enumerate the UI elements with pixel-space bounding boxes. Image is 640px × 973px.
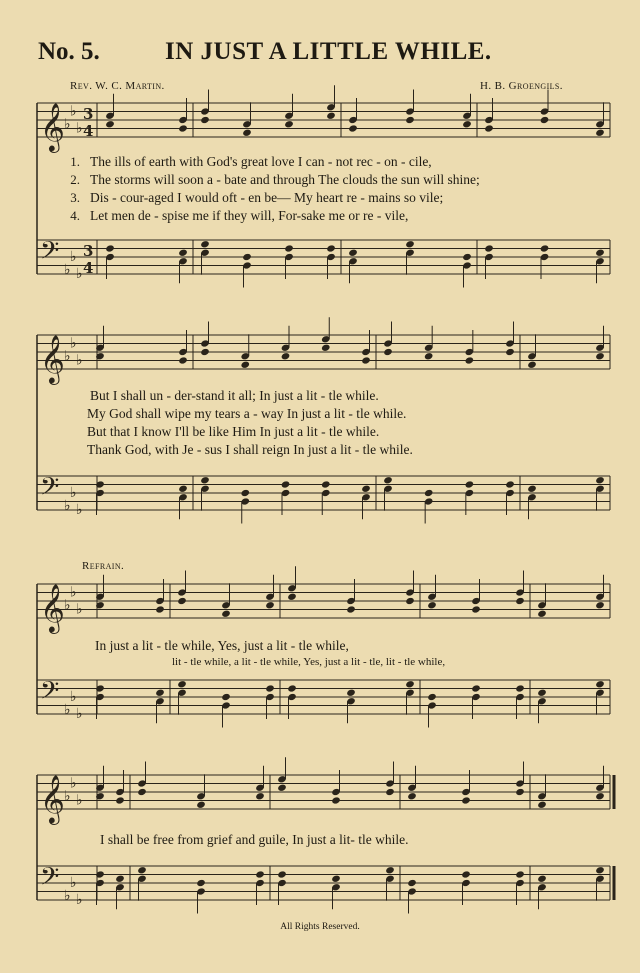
note-head xyxy=(115,875,125,883)
note-head xyxy=(242,253,252,261)
note-head xyxy=(595,249,605,257)
note-head xyxy=(331,875,341,883)
flat-icon: ♭ xyxy=(64,701,71,718)
note-head xyxy=(200,348,210,356)
note-head xyxy=(177,597,187,605)
flat-icon: ♭ xyxy=(64,887,71,904)
note-head xyxy=(461,870,471,878)
note-head xyxy=(465,480,475,488)
flat-icon: ♭ xyxy=(64,788,71,805)
note-head xyxy=(331,796,341,804)
note-head xyxy=(240,489,250,497)
note-head xyxy=(284,120,294,128)
bass-clef-icon: 𝄢 xyxy=(40,472,60,508)
note-head xyxy=(515,788,525,796)
treble-clef-icon: 𝄞 xyxy=(40,334,65,383)
note-head xyxy=(287,684,297,692)
note-head xyxy=(405,680,415,688)
note-head xyxy=(200,116,210,124)
verse-number: 1. xyxy=(70,154,80,169)
note-head xyxy=(137,788,147,796)
note-head xyxy=(200,240,210,248)
flat-icon: ♭ xyxy=(76,601,83,618)
note-head xyxy=(361,485,371,493)
treble-clef-icon: 𝄞 xyxy=(40,583,65,632)
note-head xyxy=(405,597,415,605)
verse-lyric-line: But I shall un - der-stand it all; In just a lit - tle while. xyxy=(90,388,379,403)
lyricist-credit: Rev. W. C. Martin. xyxy=(70,80,165,92)
flat-icon: ♭ xyxy=(70,689,77,705)
note-head xyxy=(471,605,481,613)
note-head xyxy=(540,116,550,124)
flat-icon: ♭ xyxy=(64,348,71,365)
note-head xyxy=(383,476,393,484)
flat-icon: ♭ xyxy=(64,261,71,278)
note-head xyxy=(326,244,336,252)
flat-icon: ♭ xyxy=(76,120,83,137)
note-head xyxy=(505,348,515,356)
flat-icon: ♭ xyxy=(76,266,83,282)
note-head xyxy=(265,684,275,692)
verse-lyric-line: Let men de - spise me if they will, For-sake me or re - vile, xyxy=(90,208,409,223)
treble-clef-icon: 𝄞 xyxy=(40,774,65,823)
verse-number: 2. xyxy=(70,172,80,187)
note-head xyxy=(595,866,605,874)
flat-icon: ♭ xyxy=(76,352,83,369)
note-head xyxy=(383,348,393,356)
copyright-notice: All Rights Reserved. xyxy=(280,922,360,932)
note-head xyxy=(461,796,471,804)
note-head xyxy=(348,249,358,257)
verse-number: 4. xyxy=(70,208,80,223)
note-head xyxy=(537,689,547,697)
note-head xyxy=(105,244,115,252)
flat-icon: ♭ xyxy=(70,584,77,601)
verse-lyric-line: But that I know I'll be like Him In just a lit - tle while. xyxy=(87,424,380,439)
time-signature: 4 xyxy=(83,259,94,277)
note-head xyxy=(527,485,537,493)
note-head xyxy=(155,689,165,697)
note-head xyxy=(115,796,125,804)
flat-icon: ♭ xyxy=(76,792,83,809)
bass-clef-icon: 𝄢 xyxy=(40,236,60,272)
time-signature: 3 xyxy=(83,105,94,123)
note-head xyxy=(277,870,287,878)
bass-clef-icon: 𝄢 xyxy=(40,676,60,712)
flat-icon: ♭ xyxy=(70,335,77,352)
verse-lyric-line: The ills of earth with God's great love I can - not rec - on - cile, xyxy=(90,154,432,169)
note-head xyxy=(255,792,265,800)
note-head xyxy=(281,480,291,488)
note-head xyxy=(405,116,415,124)
note-head xyxy=(484,124,494,132)
time-signature: 4 xyxy=(83,122,94,140)
verse-number: 3. xyxy=(70,190,80,205)
note-head xyxy=(595,792,605,800)
note-head xyxy=(462,253,472,261)
flat-icon: ♭ xyxy=(70,103,77,120)
note-head xyxy=(515,684,525,692)
note-head xyxy=(221,693,231,701)
note-head xyxy=(105,120,115,128)
note-head xyxy=(537,875,547,883)
verse-lyric-line: My God shall wipe my tears a - way In just a lit - tle while. xyxy=(87,406,407,421)
composer-credit: H. B. Groengils. xyxy=(480,80,563,92)
note-head xyxy=(221,610,231,618)
note-head xyxy=(178,356,188,364)
refrain-lyric-line: In just a lit - tle while, Yes, just a lit - tle while, xyxy=(95,638,349,653)
note-head xyxy=(427,693,437,701)
note-head xyxy=(277,784,287,792)
note-head xyxy=(265,601,275,609)
verse-lyric-line: Dis - cour-aged I would oft - en be— My heart re - mains so vile; xyxy=(90,190,444,205)
note-head xyxy=(137,866,147,874)
flat-icon: ♭ xyxy=(70,775,77,792)
note-head xyxy=(465,356,475,364)
note-head xyxy=(348,124,358,132)
note-head xyxy=(196,801,206,809)
note-head xyxy=(242,129,252,137)
note-head xyxy=(177,680,187,688)
note-head xyxy=(471,684,481,692)
refrain-label: Refrain. xyxy=(82,560,125,572)
note-head xyxy=(178,249,188,257)
note-head xyxy=(284,244,294,252)
note-head xyxy=(321,344,331,352)
note-head xyxy=(361,356,371,364)
note-head xyxy=(424,489,434,497)
note-head xyxy=(405,240,415,248)
flat-icon: ♭ xyxy=(76,706,83,722)
verse-lyric-line: The storms will soon a - bate and through The clouds the sun will shine; xyxy=(90,172,480,187)
note-head xyxy=(346,605,356,613)
flat-icon: ♭ xyxy=(76,892,83,908)
note-head xyxy=(537,801,547,809)
note-head xyxy=(385,866,395,874)
flat-icon: ♭ xyxy=(70,875,77,891)
flat-icon: ♭ xyxy=(70,249,77,265)
note-head xyxy=(240,361,250,369)
time-signature: 3 xyxy=(83,242,94,260)
treble-clef-icon: 𝄞 xyxy=(40,102,65,151)
note-head xyxy=(326,112,336,120)
flat-icon: ♭ xyxy=(70,485,77,501)
note-head xyxy=(595,680,605,688)
verse-lyric-line: Thank God, with Je - sus I shall reign In just a lit - tle while. xyxy=(87,442,413,457)
note-head xyxy=(346,689,356,697)
note-head xyxy=(505,480,515,488)
note-head xyxy=(515,597,525,605)
hymn-title: IN JUST A LITTLE WHILE. xyxy=(165,38,492,65)
note-head xyxy=(196,879,206,887)
hymn-number: No. 5. xyxy=(38,38,100,65)
note-head xyxy=(200,476,210,484)
flat-icon: ♭ xyxy=(64,597,71,614)
note-head xyxy=(287,593,297,601)
note-head xyxy=(178,485,188,493)
note-head xyxy=(537,610,547,618)
note-head xyxy=(484,244,494,252)
bass-clef-icon: 𝄢 xyxy=(40,862,60,898)
note-head xyxy=(427,601,437,609)
note-head xyxy=(595,476,605,484)
note-head xyxy=(385,788,395,796)
note-head xyxy=(321,480,331,488)
flat-icon: ♭ xyxy=(64,497,71,514)
refrain-lyric-line: I shall be free from grief and guile, In just a lit- tle while. xyxy=(100,832,409,847)
note-head xyxy=(527,361,537,369)
note-head xyxy=(155,605,165,613)
note-head xyxy=(407,879,417,887)
note-head xyxy=(595,601,605,609)
refrain-echo-line: lit - tle while, a lit - tle while, Yes, just a lit - tle, lit - tle while, xyxy=(172,656,446,668)
note-head xyxy=(595,352,605,360)
note-head xyxy=(281,352,291,360)
flat-icon: ♭ xyxy=(64,116,71,133)
note-head xyxy=(515,870,525,878)
note-head xyxy=(255,870,265,878)
note-head xyxy=(178,124,188,132)
note-head xyxy=(407,792,417,800)
flat-icon: ♭ xyxy=(76,502,83,518)
note-head xyxy=(595,129,605,137)
note-head xyxy=(462,120,472,128)
note-head xyxy=(540,244,550,252)
note-head xyxy=(424,352,434,360)
